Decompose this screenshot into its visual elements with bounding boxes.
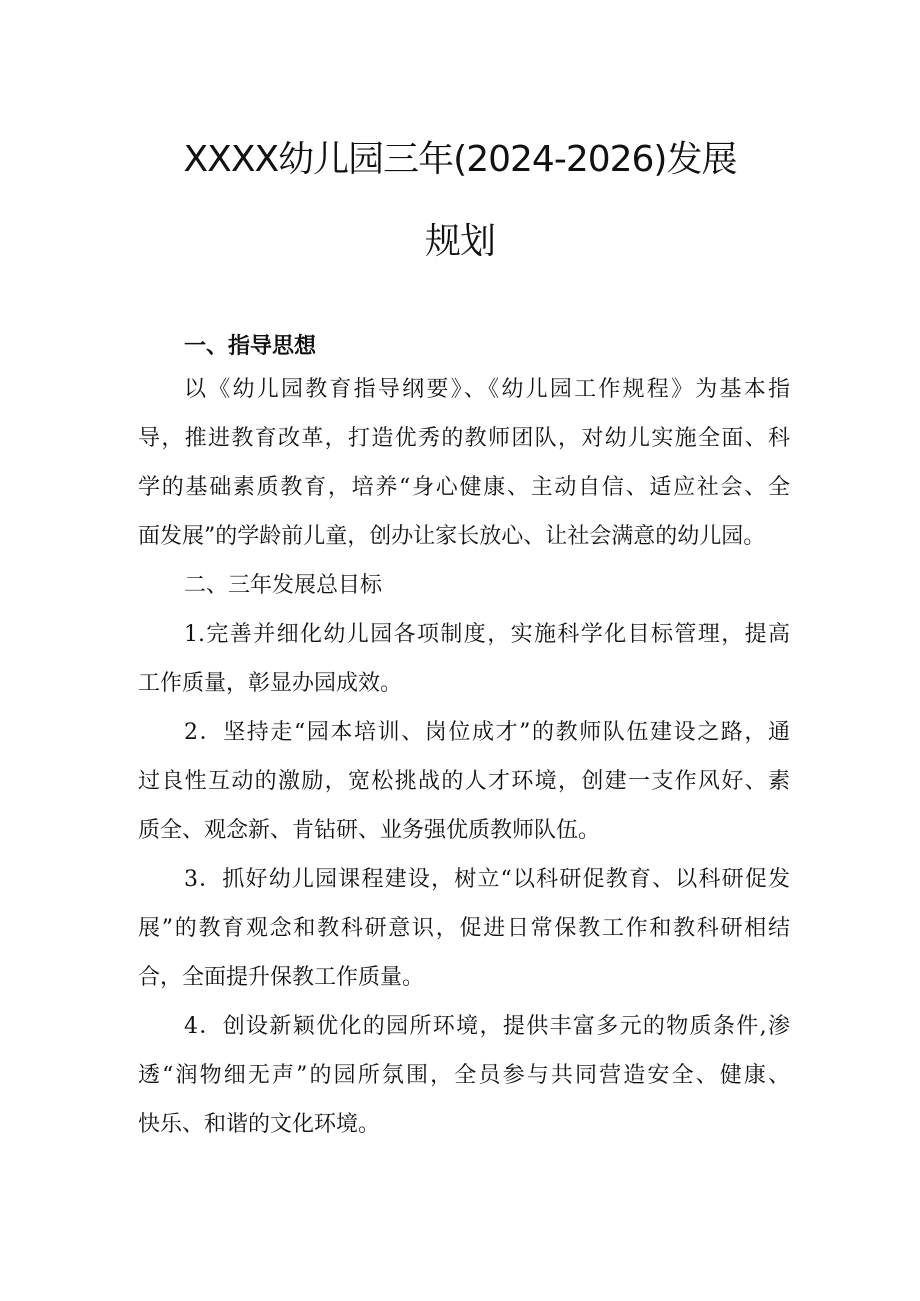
goal-2-line-3: 质全、观念新、肯钻研、业务强优质教师队伍。 xyxy=(138,818,601,843)
section-1-line-2: 导，推进教育改革，打造优秀的教师团队，对幼儿实施全面、科 xyxy=(138,426,790,451)
goal-4-line-3: 快乐、和谐的文化环境。 xyxy=(138,1112,381,1137)
goal-2-line-1: 2．坚持走“园本培训、岗位成才”的教师队伍建设之路，通 xyxy=(184,720,790,745)
goal-2-line-2: 过良性互动的激励，宽松挑战的人才环境，创建一支作风好、素 xyxy=(138,769,790,794)
section-1-heading: 一、指导思想 xyxy=(184,334,317,359)
goal-1-line-2: 工作质量，彰显办园成效。 xyxy=(138,671,403,696)
goal-1-line-1: 1.完善并细化幼儿园各项制度，实施科学化目标管理，提高 xyxy=(184,622,790,647)
section-1-line-1: 以《幼儿园教育指导纲要》、《幼儿园工作规程》为基本指 xyxy=(184,377,790,402)
goal-4-line-1: 4．创设新颖优化的园所环境，提供丰富多元的物质条件,渗 xyxy=(184,1014,790,1039)
section-2-heading: 二、三年发展总目标 xyxy=(184,573,383,598)
goal-3-line-1: 3．抓好幼儿园课程建设，树立“以科研促教育、以科研促发 xyxy=(184,867,790,892)
goal-4-line-2: 透“润物细无声”的园所氛围，全员参与共同营造安全、健康、 xyxy=(138,1063,790,1088)
section-1-line-4: 面发展”的学龄前儿童，创办让家长放心、让社会满意的幼儿园。 xyxy=(138,524,766,549)
document-title-line-2: 规划 xyxy=(424,221,495,262)
document-title-line-1: XXXX幼儿园三年(2024-2026)发展 xyxy=(183,139,737,180)
goal-3-line-3: 合，全面提升保教工作质量。 xyxy=(138,965,425,990)
section-1-line-3: 学的基础素质教育，培养“身心健康、主动自信、适应社会、全 xyxy=(138,475,790,500)
goal-3-line-2: 展”的教育观念和教科研意识，促进日常保教工作和教科研相结 xyxy=(138,916,790,941)
